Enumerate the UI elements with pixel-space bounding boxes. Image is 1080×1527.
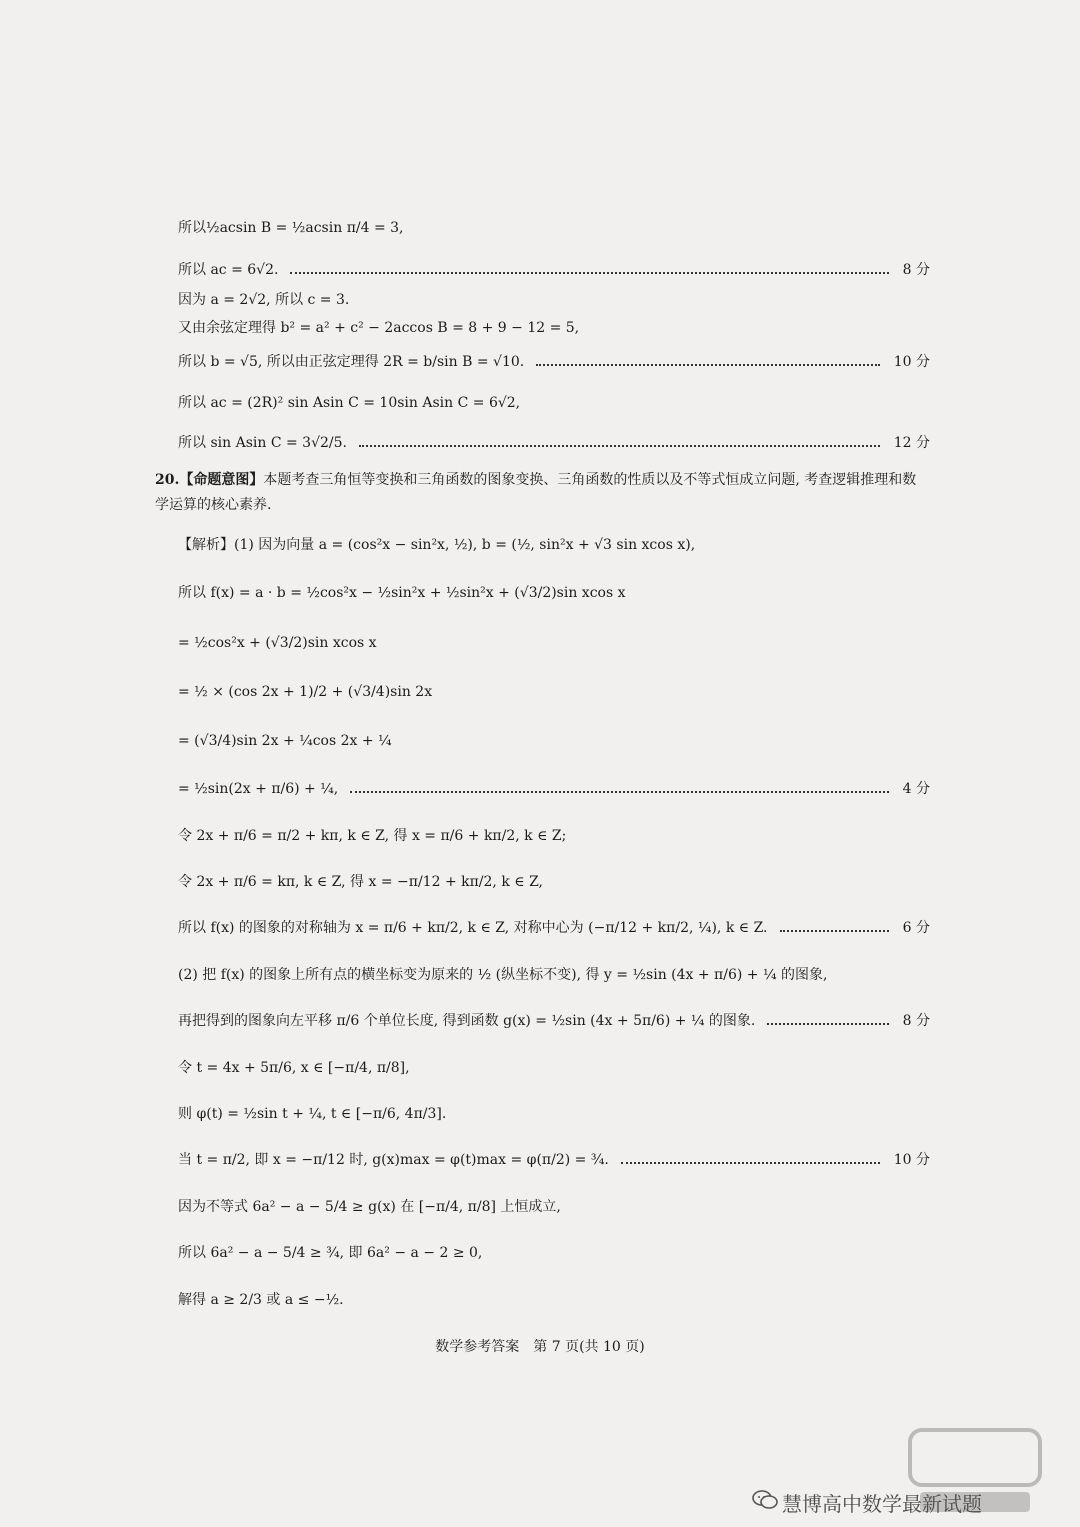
line-text: 所以 f(x) = a · b = ½cos²x − ½sin²x + ½sin²x + (√3/2)sin xcos x xyxy=(178,585,626,601)
solution-line xyxy=(178,1150,930,1170)
line-text: = ½cos²x + (√3/2)sin xcos x xyxy=(178,635,377,651)
line-text: = ½ × (cos 2x + 1)/2 + (√3/4)sin 2x xyxy=(178,684,433,700)
solution-line xyxy=(178,633,930,653)
line-text: 因为不等式 6a² − a − 5/4 ≥ g(x) 在 [−π/4, π/8] 上恒成立, xyxy=(178,1199,561,1215)
wechat-icon xyxy=(752,1490,778,1510)
leader-dots xyxy=(780,930,889,932)
line-text: 所以 b = √5, 所以由正弦定理得 2R = b/sin B = √10. xyxy=(178,354,525,370)
solution-line xyxy=(178,535,930,555)
solution-line xyxy=(178,1058,930,1078)
score: 8 分 xyxy=(902,262,930,278)
line-text: 令 t = 4x + 5π/6, x ∈ [−π/4, π/8], xyxy=(178,1060,410,1076)
intent-text: 本题考查三角恒等变换和三角函数的图象变换、三角函数的性质以及不等式恒成立问题, 考查逻辑推理和数学运算的核心素养. xyxy=(155,472,917,513)
line-text: 【解析】(1) 因为向量 a = (cos²x − sin²x, ½), b = (½, sin²x + √3 sin xcos x), xyxy=(178,537,696,553)
score: 6 分 xyxy=(902,920,930,936)
line-text: 所以 6a² − a − 5/4 ≥ ¾, 即 6a² − a − 2 ≥ 0, xyxy=(178,1245,483,1261)
line-text: 当 t = π/2, 即 x = −π/12 时, g(x)max = φ(t)max = φ(π/2) = ¾. xyxy=(178,1152,609,1168)
score: 4 分 xyxy=(902,781,930,797)
intent-label: 【命题意图】 xyxy=(179,472,264,488)
solution-line xyxy=(178,1290,930,1310)
line-text: 所以 f(x) 的图象的对称轴为 x = π/6 + kπ/2, k ∈ Z, 对称中心为 (−π/12 + kπ/2, ¼), k ∈ Z. xyxy=(178,920,768,936)
question-20-intent xyxy=(155,468,930,518)
leader-dots xyxy=(359,445,880,447)
line-text: 所以 ac = 6√2. xyxy=(178,262,279,278)
answer-line xyxy=(178,260,930,280)
solution-line xyxy=(178,583,930,603)
leader-dots xyxy=(621,1162,880,1164)
solution-line xyxy=(178,779,930,799)
answer-line xyxy=(178,290,930,310)
leader-dots xyxy=(767,1023,888,1025)
answer-line xyxy=(178,352,930,372)
line-text: 因为 a = 2√2, 所以 c = 3. xyxy=(178,292,350,308)
line-text: 则 φ(t) = ½sin t + ¼, t ∈ [−π/6, 4π/3]. xyxy=(178,1106,447,1122)
answer-line xyxy=(178,218,930,238)
line-text: (2) 把 f(x) 的图象上所有点的横坐标变为原来的 ½ (纵坐标不变), 得 y = ½sin (4x + π/6) + ¼ 的图象, xyxy=(178,967,828,983)
score: 10 分 xyxy=(893,1152,930,1168)
watermark-text: 慧博高中数学最新试题 xyxy=(782,1492,982,1516)
line-text: 又由余弦定理得 b² = a² + c² − 2accos B = 8 + 9 − 12 = 5, xyxy=(178,320,580,336)
leader-dots xyxy=(350,791,888,793)
line-text: 所以 sin Asin C = 3√2/5. xyxy=(178,435,347,451)
leader-dots xyxy=(536,364,880,366)
score: 10 分 xyxy=(893,354,930,370)
score: 8 分 xyxy=(902,1013,930,1029)
answer-line xyxy=(178,393,930,413)
score: 12 分 xyxy=(893,435,930,451)
line-text: 所以½acsin B = ½acsin π/4 = 3, xyxy=(178,220,404,236)
solution-line xyxy=(178,918,930,938)
line-text: 令 2x + π/6 = π/2 + kπ, k ∈ Z, 得 x = π/6 + kπ/2, k ∈ Z; xyxy=(178,828,567,844)
solution-line xyxy=(178,682,930,702)
solution-line xyxy=(178,731,930,751)
answer-line xyxy=(178,318,930,338)
page-footer: 数学参考答案 第 7 页(共 10 页) xyxy=(435,1339,645,1355)
solution-line xyxy=(178,826,930,846)
line-text: 所以 ac = (2R)² sin Asin C = 10sin Asin C = 6√2, xyxy=(178,395,521,411)
line-text: 令 2x + π/6 = kπ, k ∈ Z, 得 x = −π/12 + kπ/2, k ∈ Z, xyxy=(178,874,544,890)
line-text: = (√3/4)sin 2x + ¼cos 2x + ¼ xyxy=(178,733,392,749)
line-text: 再把得到的图象向左平移 π/6 个单位长度, 得到函数 g(x) = ½sin (4x + 5π/6) + ¼ 的图象. xyxy=(178,1013,756,1029)
solution-line xyxy=(178,1011,930,1031)
leader-dots xyxy=(290,272,888,274)
solution-line xyxy=(178,1104,930,1124)
line-text: = ½sin(2x + π/6) + ¼, xyxy=(178,781,339,797)
solution-line xyxy=(178,1243,930,1263)
question-number: 20. xyxy=(155,472,180,488)
solution-line xyxy=(178,965,930,985)
solution-line xyxy=(178,1197,930,1217)
line-text: 解得 a ≥ 2/3 或 a ≤ −½. xyxy=(178,1292,344,1308)
solution-line xyxy=(178,872,930,892)
answer-line xyxy=(178,433,930,453)
